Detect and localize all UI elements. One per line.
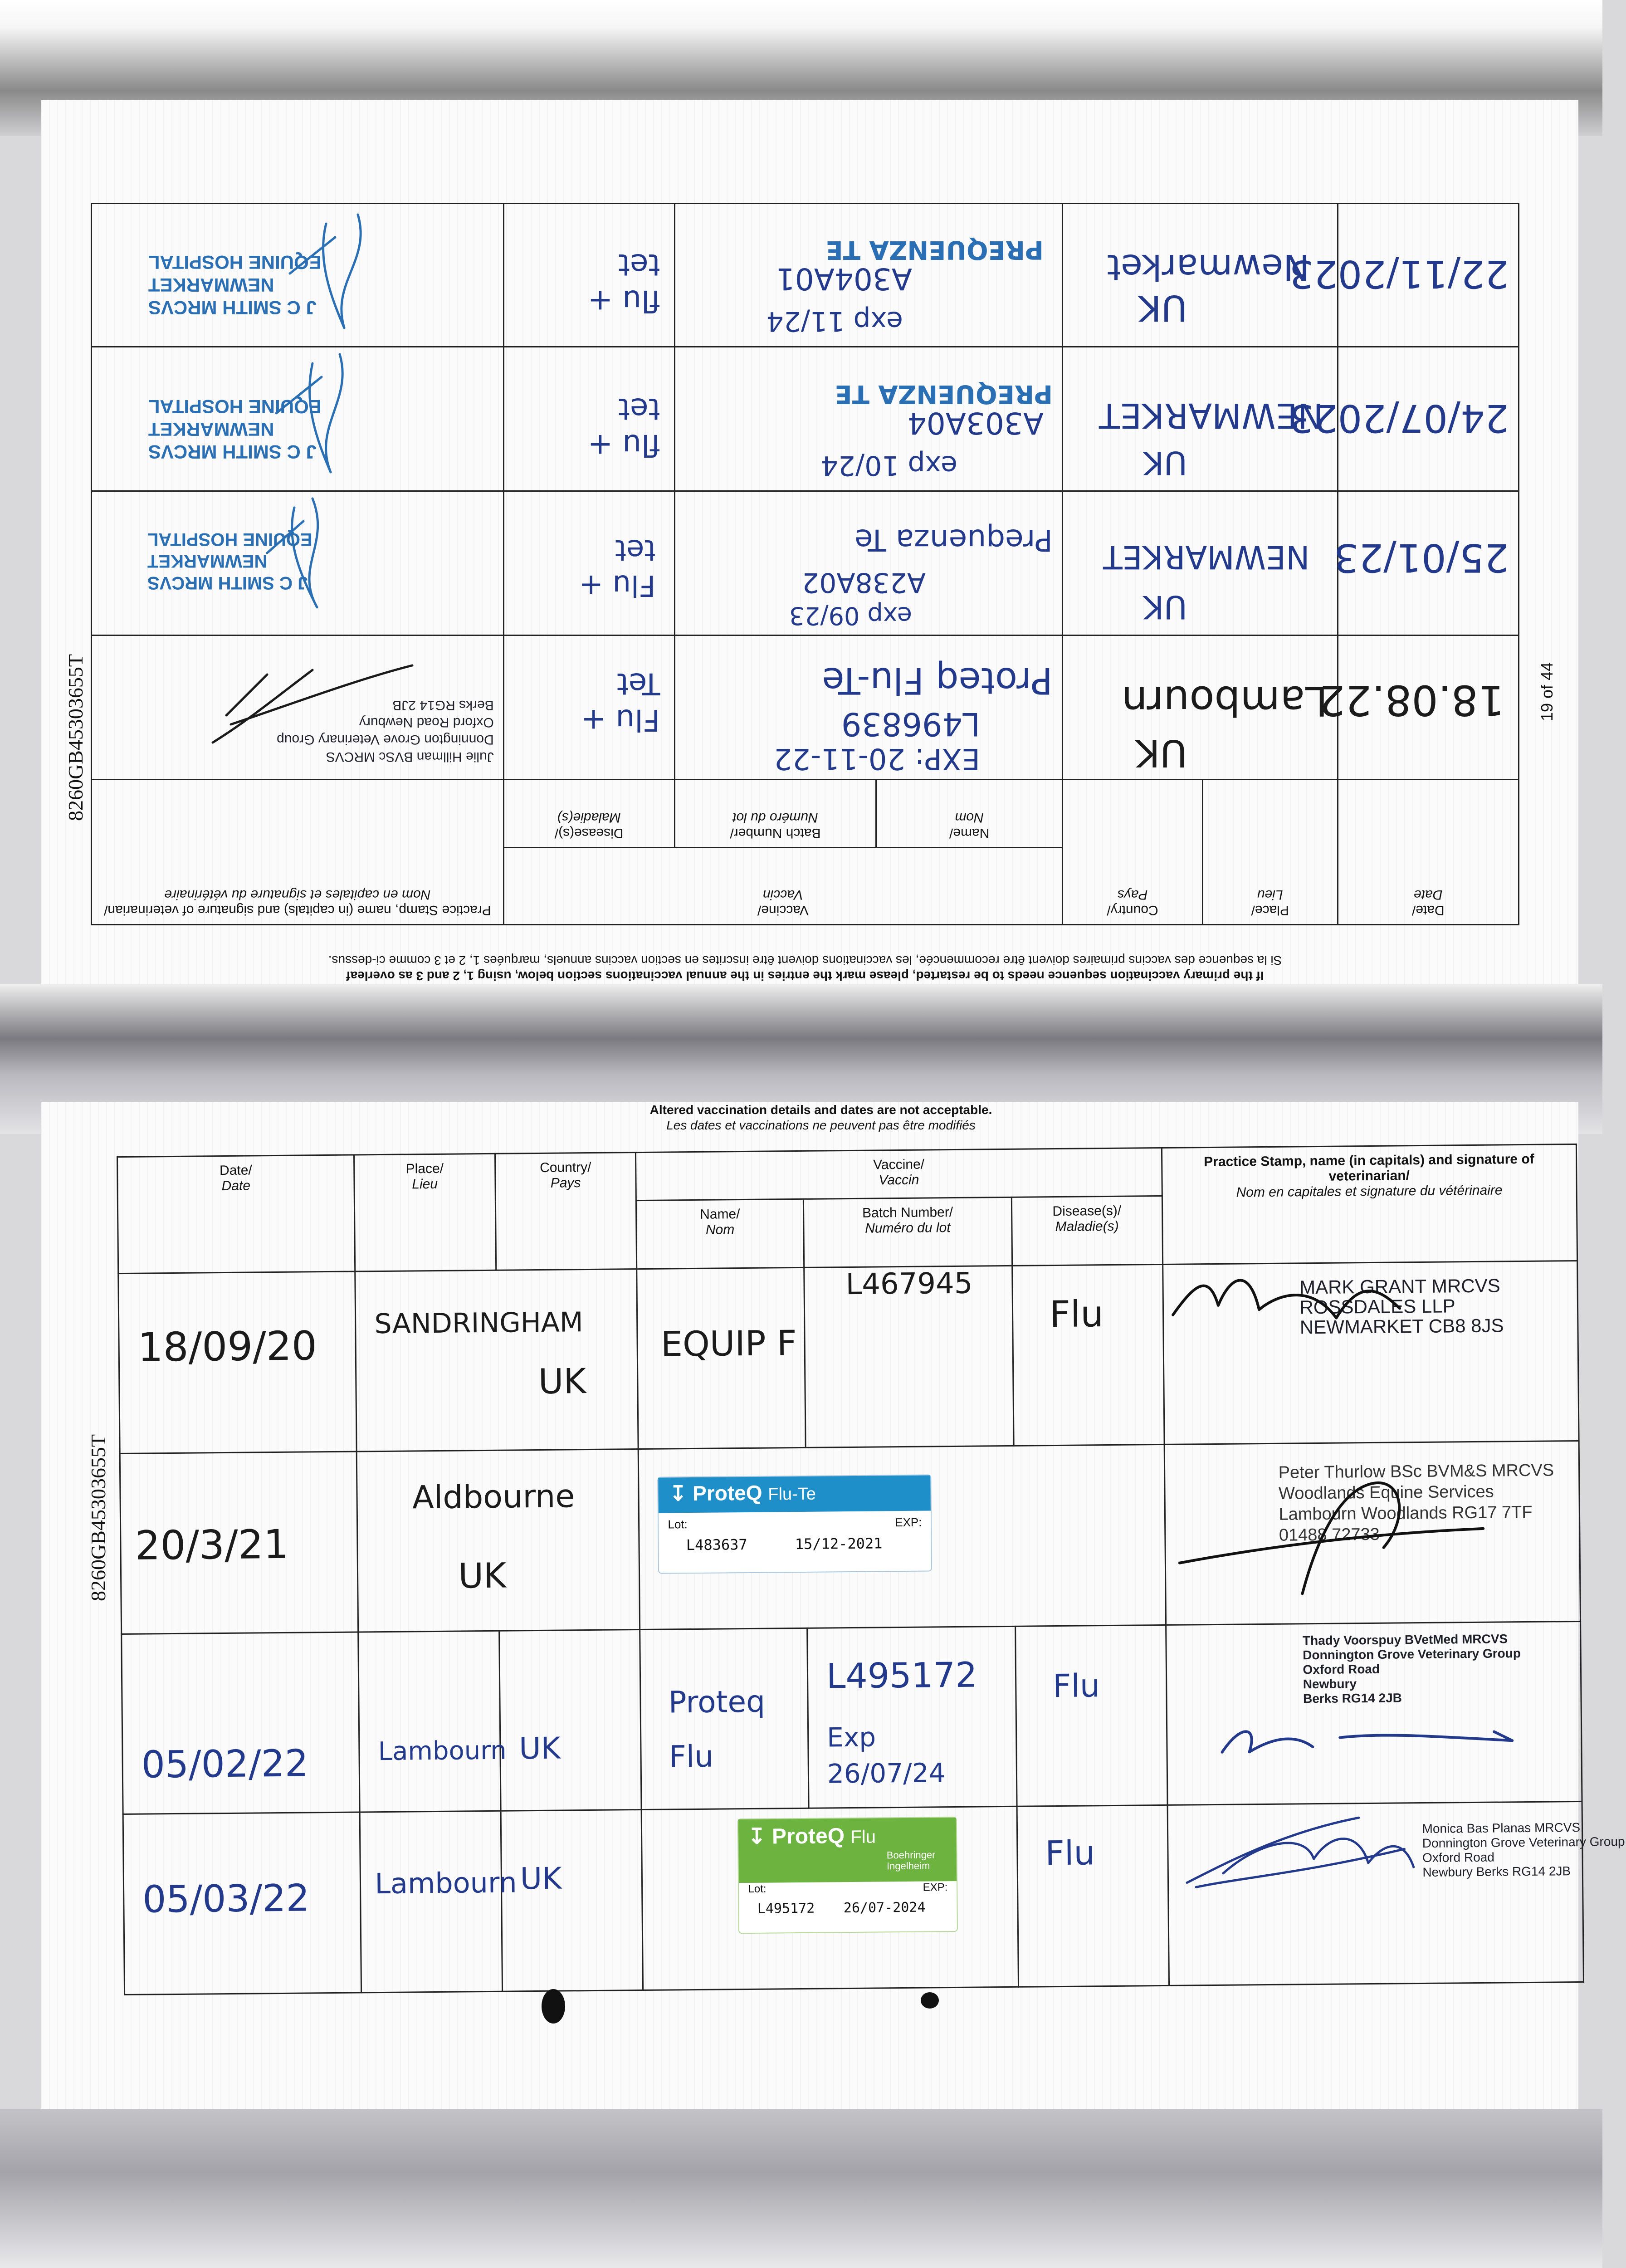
ink-blots <box>41 1102 1578 2132</box>
disease-text: flu + tet <box>587 247 660 318</box>
header-stamp: Practice Stamp, name (in capitals) and signature of veterinarian/ Nom en capitales et signature du vétérinaire <box>1162 1144 1577 1264</box>
date-text: 20/3/21 <box>135 1521 289 1569</box>
passport-id-side-bottom: 8260GB45303655T <box>87 1434 110 1601</box>
header-stamp: Practice Stamp, name (in capitals) and signature of veterinarian/ Nom en capitales et signature du vétérinaire <box>92 780 504 925</box>
vet-signature <box>149 494 503 635</box>
cell-date <box>1289 204 1519 347</box>
passport-page-upside-down <box>41 100 1578 1016</box>
vet-signature <box>149 205 503 346</box>
altered-notice-en: Altered vaccination details and dates are not acceptable. <box>649 1103 992 1117</box>
country-text: UK <box>1138 287 1187 328</box>
cell-place-country <box>1063 635 1338 780</box>
vet-signature <box>149 350 503 490</box>
batch-text: A304A01 <box>776 261 913 296</box>
cell-place-country <box>1063 204 1338 347</box>
sticker-arrow-icon: ↧ <box>669 1481 687 1505</box>
sticker-exp-label: EXP: <box>923 1881 948 1894</box>
sticker-brand: ProteQ <box>692 1481 762 1505</box>
country-text: UK <box>458 1555 507 1596</box>
sticker-lot-label: Lot: <box>748 1883 767 1896</box>
disease-text: Flu + tet <box>579 533 656 602</box>
vaccine-name-text: EQUIP F <box>660 1322 797 1364</box>
expiry-text: exp 11/24 <box>766 305 903 337</box>
batch-text: L496839 <box>841 705 981 743</box>
sticker-maker: Boehringer Ingelheim <box>886 1849 936 1872</box>
date-text: 25/01/23 <box>1333 535 1509 580</box>
place-text: Lambourn <box>1121 677 1328 724</box>
cell-disease <box>503 204 674 347</box>
restart-notice-en: If the primary vaccination sequence needs to be restarted, please mark the entries in the annual vaccinations section below, using 1, 2 and 3 as overleaf <box>346 969 1264 983</box>
sticker-brand: ProteQ <box>771 1824 845 1849</box>
cell-name-batch <box>674 635 1062 780</box>
header-country: Country/ Pays <box>495 1153 637 1270</box>
header-batch: Batch Number/ Numéro du lot <box>674 780 876 848</box>
date-text: 05/02/22 <box>141 1742 309 1787</box>
vet-stamp: J C SMITH MRCVS NEWMARKET EQUINE HOSPITAL <box>148 252 322 318</box>
vaccine-name-text: PREQUENZA TE <box>835 379 1053 409</box>
passport-page <box>41 1102 1625 2132</box>
date-text: 22/11/2023 <box>1289 252 1509 296</box>
sticker-lot-label: Lot: <box>668 1517 688 1531</box>
expiry-text: EXP: 20-11-22 <box>773 742 981 775</box>
expiry-text: Exp 26/07/24 <box>826 1721 946 1789</box>
sticker-arrow-icon: ↧ <box>747 1825 766 1849</box>
sticker-lot: L495172 <box>757 1901 815 1917</box>
header-batch: Batch Number/ Numéro du lot <box>803 1197 1012 1267</box>
country-text: UK <box>1143 588 1187 626</box>
header-place: Place/ Lieu <box>354 1154 496 1271</box>
date-text: 05/03/22 <box>142 1877 310 1922</box>
disease-text: Flu <box>1052 1667 1100 1705</box>
sticker-exp-label: EXP: <box>895 1515 922 1530</box>
disease-text: flu + tet <box>587 391 660 463</box>
sticker-product: Flu <box>850 1827 876 1848</box>
cell-name-batch <box>674 491 1062 635</box>
cell-disease <box>503 635 674 780</box>
sticker-exp: 26/07-2024 <box>843 1899 926 1916</box>
header-name: Name/ Nom <box>636 1199 804 1269</box>
passport-id-side-top: 8260GB45303655T <box>64 654 87 821</box>
vaccination-table-top <box>91 203 1519 925</box>
header-date: Date/ Date <box>1338 780 1519 925</box>
place-text: NEWMARKET <box>1099 396 1323 436</box>
date-text: 24/07/2023 <box>1289 396 1509 440</box>
cell-place-country <box>1063 347 1338 491</box>
table-row <box>92 347 1519 491</box>
vet-signature <box>149 638 503 779</box>
cell-name-batch <box>674 347 1062 491</box>
sticker-product: Flu-Te <box>768 1484 816 1504</box>
place-text: Lambourn <box>378 1735 507 1766</box>
header-disease: Disease(s)/ Maladie(s) <box>503 780 674 848</box>
header-disease: Disease(s)/ Maladie(s) <box>1011 1196 1162 1266</box>
batch-text: L495172 <box>826 1654 977 1696</box>
header-country: Country/ Pays <box>1063 780 1203 925</box>
vaccine-name-text: Prequenza Te <box>855 523 1053 557</box>
disease-text: Flu <box>1045 1833 1095 1873</box>
batch-text: A303A04 <box>907 406 1044 440</box>
ink-blot <box>542 1989 565 2024</box>
country-text: UK <box>520 1861 562 1897</box>
table-row <box>92 491 1519 635</box>
table-row <box>92 204 1519 347</box>
header-name: Name/ Nom <box>876 780 1063 848</box>
header-vaccine: Vaccine/ Vaccin <box>636 1148 1162 1200</box>
batch-text: L467945 <box>845 1266 973 1301</box>
date-text: 18/09/20 <box>137 1322 317 1371</box>
cell-stamp <box>92 347 504 491</box>
sticker-lot: L483637 <box>686 1536 747 1554</box>
vet-stamp: J C SMITH MRCVS NEWMARKET EQUINE HOSPITAL <box>148 396 322 463</box>
place-text: SANDRINGHAM <box>374 1306 583 1340</box>
batch-text: A238A02 <box>802 567 926 598</box>
vet-stamp: Peter Thurlow BSc BVM&S MRCVS Woodlands Equine Services Lambourn Woodlands RG17 7TF 01488 72733 <box>1278 1461 1554 1545</box>
vet-stamp: Julie Hillman BVSc MRCVS Donnington Grove Veterinary Group Oxford Road Newbury Berks RG14 2JB <box>277 698 494 764</box>
expiry-text: exp 10/24 <box>820 450 958 481</box>
country-text: UK <box>1135 731 1187 774</box>
cell-stamp <box>92 491 504 635</box>
vet-stamp: MARK GRANT MRCVS ROSSDALES LLP NEWMARKET CB8 8JS <box>1299 1275 1504 1338</box>
rotated-content <box>91 159 1519 1021</box>
disease-text: Flu <box>1049 1292 1104 1335</box>
vaccine-name-text: Proteq Flu <box>668 1684 766 1774</box>
cell-date <box>1289 347 1519 491</box>
place-text: Lambourn <box>375 1866 517 1901</box>
restart-notice-fr: Si la sequence des vaccins primaires doivent être recommencée, les vaccinations doivent être inscrites en section vaccins annuels, marquées 1, 2 et 3 comme ci-dessus. <box>328 953 1282 968</box>
header-date: Date/ Date <box>117 1155 356 1273</box>
country-text: UK <box>518 1730 561 1766</box>
header-vaccine: Vaccine/ Vaccin <box>503 848 1062 925</box>
disease-text: Flu + Tet <box>581 666 660 738</box>
cell-stamp <box>92 204 504 347</box>
altered-notice-fr: Les dates et vaccinations ne peuvent pas être modifiés <box>666 1118 976 1132</box>
header-place: Place/ Lieu <box>1202 780 1338 925</box>
vaccine-name-text: Proteq Flu-Te <box>822 660 1053 702</box>
cell-date <box>1333 491 1519 635</box>
date-text: 18.08.22 <box>1318 676 1504 724</box>
sticker-exp: 15/12-2021 <box>795 1535 883 1553</box>
vet-stamp: J C SMITH MRCVS NEWMARKET EQUINE HOSPITAL <box>147 529 313 593</box>
page-number: 19 of 44 <box>1538 662 1556 721</box>
cell-date <box>1318 635 1519 780</box>
scan-shadow-bottom <box>0 2109 1602 2268</box>
cell-disease <box>503 347 674 491</box>
expiry-text: exp 09/23 <box>789 601 913 630</box>
cell-name-batch <box>674 204 1062 347</box>
cell-disease <box>503 491 674 635</box>
place-text: Aldbourne <box>412 1477 575 1516</box>
country-text: UK <box>538 1360 586 1402</box>
vaccine-name-text: PREQUENZA TE <box>825 235 1044 264</box>
country-text: UK <box>1143 444 1187 481</box>
vet-stamp: Monica Bas Planas MRCVS Donnington Grove Veterinary Group Oxford Road Newbury Berks RG14 2JB <box>1422 1820 1625 1880</box>
table-row <box>92 635 1519 780</box>
place-text: Newmarket <box>1107 246 1310 287</box>
cell-place-country <box>1063 491 1338 635</box>
place-text: NEWMARKET <box>1103 538 1310 576</box>
vet-stamp: Thady Voorspuy BVetMed MRCVS Donnington Grove Veterinary Group Oxford Road Newbury Berks RG14 2JB <box>1302 1632 1521 1706</box>
cell-stamp <box>92 635 504 780</box>
ink-blot <box>921 1992 939 2009</box>
